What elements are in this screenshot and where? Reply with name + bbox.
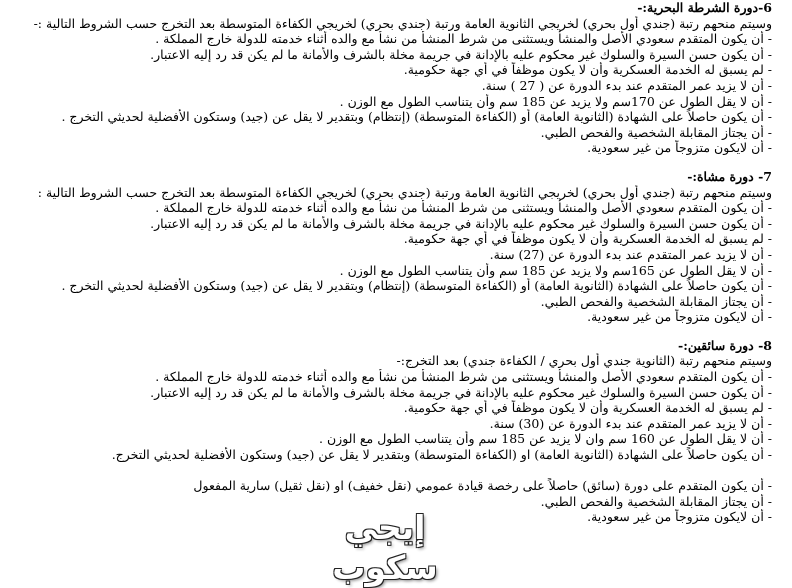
condition-line: - أن يكون حاصلاً على الشهادة (الثانوية العامة) أو (الكفاءة المتوسطة) (إنتظام) وبتقدير لا يقل عن (جيد) وستكون الأفضلية لحديثي التخرج . — [61, 278, 772, 294]
condition-line: - أن لا يقل الطول عن 160 سم وان لا يزيد عن 185 سم وأن يتناسب الطول مع الوزن . — [319, 431, 772, 447]
condition-line: - أن يكون حاصلاً على الشهادة (الثانوية العامة) او (الكفاءة المتوسطة) وبتقدير لا يقل عن (جيد) وستكون الأفضلية لحديثي التخرج. — [111, 447, 772, 463]
condition-line: - لم يسبق له الخدمة العسكرية وأن لا يكون موظفاً في أي جهة حكومية. — [403, 231, 772, 247]
condition-line: - أن لا يزيد عمر المتقدم عند بدء الدورة عن (27) سنة. — [489, 246, 772, 262]
condition-line: - أن يكون حاصلاً على الشهادة (الثانوية العامة) أو (الكفاءة المتوسطة) (إنتظام) وبتقدير لا يقل عن (جيد) وستكون الأفضلية لحديثي التخرج . — [61, 109, 772, 125]
section-6 — [12, 0, 772, 156]
condition-line: - أن لا يقل الطول عن 170سم ولا يزيد عن 185 سم وأن يتناسب الطول مع الوزن . — [339, 93, 772, 109]
blank-line — [12, 463, 772, 479]
section-intro: وسيتم منحهم رتبة (جندي أول بحري) لخريجي الثانوية العامة ورتبة (جندي بحري) لخريجي الكفاءة المتوسطة بعد التخرج حسب الشروط التالية :- — [33, 15, 772, 31]
section-8 — [12, 338, 772, 525]
section-intro: وسيتم منحهم رتبة (جندي أول بحري) لخريجي الثانوية العامة ورتبة (جندي بحري) لخريجي الكفاءة المتوسطة بعد التخرج حسب الشروط التالية : — [37, 184, 772, 200]
section-7 — [12, 169, 772, 325]
section-intro: وسيتم منحهم رتبة (الثانوية جندي أول بحري / الكفاءة جندي) بعد التخرج:- — [396, 353, 772, 369]
condition-line: - أن لا يزيد عمر المتقدم عند بدء الدورة عن (30) سنة. — [489, 415, 772, 431]
watermark-logo: إيجي سكوب — [332, 508, 438, 587]
condition-line: - أن لايكون متزوجاً من غير سعودية. — [587, 309, 772, 325]
condition-line: - أن يكون المتقدم سعودي الأصل والمنشأ ويستثنى من شرط المنشأ من نشأ مع والده أثناء خدمته للدولة خارج المملكة . — [155, 369, 772, 385]
condition-line: - لم يسبق له الخدمة العسكرية وأن لا يكون موظفاً في أي جهة حكومية. — [403, 62, 772, 78]
condition-line: - أن يكون حسن السيرة والسلوك غير محكوم عليه بالإدانة في جريمة مخلة بالشرف والأمانة ما لم يكن قد رد إليه الاعتبار. — [150, 215, 772, 231]
condition-line: - أن يكون حسن السيرة والسلوك غير محكوم عليه بالإدانة في جريمة مخلة بالشرف والأمانة ما لم يكن قد رد إليه الاعتبار. — [150, 46, 772, 62]
condition-line: - أن يجتاز المقابلة الشخصية والفحص الطبي. — [540, 124, 772, 140]
condition-line: - أن يكون المتقدم على دورة (سائق) حاصلاً على رخصة قيادة عمومي (نقل خفيف) او (نقل ثقيل) سارية المفعول — [193, 478, 772, 494]
condition-line: - لم يسبق له الخدمة العسكرية وأن لا يكون موظفاً في أي جهة حكومية. — [403, 400, 772, 416]
condition-line: - أن لايكون متزوجاً من غير سعودية. — [587, 509, 772, 525]
condition-line: - أن لا يزيد عمر المتقدم عند بدء الدورة عن ( 27 ) سنة. — [481, 77, 772, 93]
condition-line: - أن لا يقل الطول عن 165سم ولا يزيد عن 185 سم وأن يتناسب الطول مع الوزن . — [339, 262, 772, 278]
section-heading: 7- دورة مشاة:- — [687, 168, 772, 184]
condition-line: - أن لايكون متزوجاً من غير سعودية. — [587, 140, 772, 156]
condition-line: - أن يجتاز المقابلة الشخصية والفحص الطبي. — [540, 293, 772, 309]
condition-line: - أن يكون المتقدم سعودي الأصل والمنشأ ويستثنى من شرط المنشأ من نشأ مع والده أثناء خدمته للدولة خارج المملكة . — [155, 200, 772, 216]
condition-line: - أن يكون حسن السيرة والسلوك غير محكوم عليه بالإدانة في جريمة مخلة بالشرف والأمانة ما لم يكن قد رد إليه الاعتبار. — [150, 384, 772, 400]
condition-line: - أن يكون المتقدم سعودي الأصل والمنشأ ويستثنى من شرط المنشأ من نشأ مع والده أثناء خدمته للدولة خارج المملكة . — [155, 31, 772, 47]
section-heading: 8- دورة سائقين:- — [678, 337, 772, 353]
condition-line: - أن يجتاز المقابلة الشخصية والفحص الطبي. — [540, 493, 772, 509]
section-heading: 6-دورة الشرطة البحرية:- — [637, 0, 772, 15]
